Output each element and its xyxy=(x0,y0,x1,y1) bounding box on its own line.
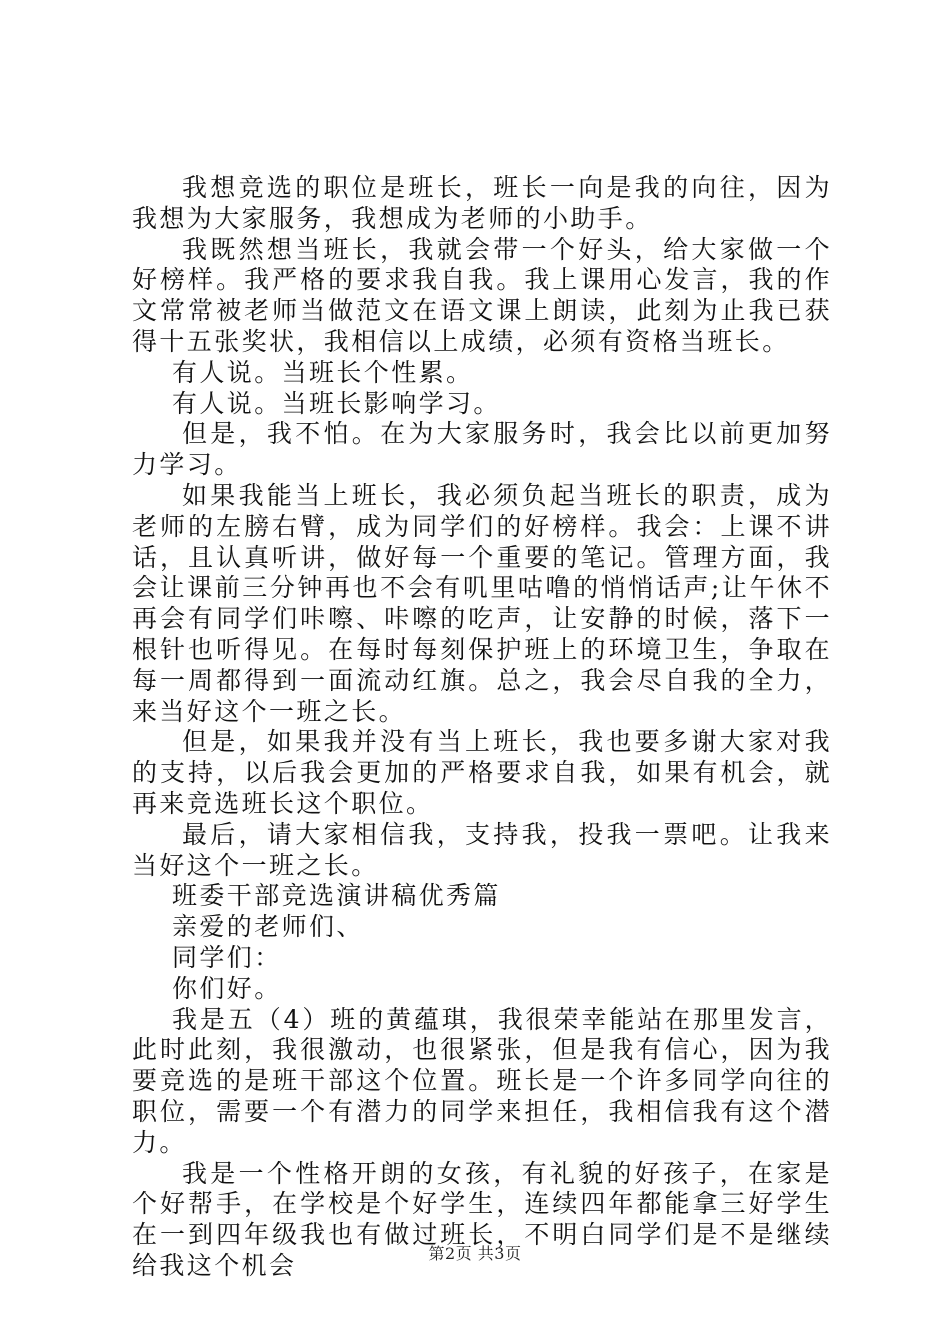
paragraph: 有人说。当班长影响学习。 xyxy=(172,388,501,418)
paragraph: 有人说。当班长个性累。 xyxy=(172,357,474,387)
paragraph: 如果我能当上班长，我必须负起当班长的职责，成为老师的左膀右臂，成为同学们的好榜样。我会：上课不讲话，且认真听讲，做好每一个重要的笔记。管理方面，我会让课前三分钟再也不会有叽里咕噜的悄悄话声;让午休不再会有同学们咔嚓、咔嚓的吃声，让安静的时候，落下一根针也听得见。在每时每刻保护班上的环境卫生，争取在每一周都得到一面流动红旗。总之，我会尽自我的全力，来当好这个一班之长。 xyxy=(132,480,832,726)
paragraph: 我想竞选的职位是班长，班长一向是我的向往，因为我想为大家服务，我想成为老师的小助手。 xyxy=(132,173,832,233)
paragraph: 但是，如果我并没有当上班长，我也要多谢大家对我的支持，以后我会更加的严格要求自我，如果有机会，就再来竞选班长这个职位。 xyxy=(132,727,832,818)
paragraph: 我是一个性格开朗的女孩，有礼貌的好孩子，在家是个好帮手，在学校是个好学生，连续四年都能拿三好学生在一到四年级我也有做过班长，不明白同学们是不是继续给我这个机会 xyxy=(132,1158,832,1280)
page-number-footer: 第2页 共3页 xyxy=(428,1244,522,1263)
document-body xyxy=(132,173,832,1282)
paragraph: 我是五（4）班的黄蕴琪，我很荣幸能站在那里发言，此时此刻，我很激动，也很紧张，但是我有信心，因为我要竞选的是班干部这个位置。班长是一个许多同学向往的职位，需要一个有潜力的同学来担任，我相信我有这个潜力。 xyxy=(132,1004,832,1157)
paragraph: 最后，请大家相信我，支持我，投我一票吧。让我来当好这个一班之长。 xyxy=(132,819,832,880)
section-title: 班委干部竞选演讲稿优秀篇 xyxy=(172,881,501,911)
salutation: 同学们： xyxy=(172,942,282,972)
paragraph: 但是，我不怕。在为大家服务时，我会比以前更加努力学习。 xyxy=(132,419,832,480)
greeting: 你们好。 xyxy=(172,973,282,1003)
paragraph: 我既然想当班长，我就会带一个好头，给大家做一个好榜样。我严格的要求我自我。我上课用心发言，我的作文常常被老师当做范文在语文课上朗读，此刻为止我已获得十五张奖状，我相信以上成绩，必须有资格当班长。 xyxy=(132,234,832,356)
salutation: 亲爱的老师们、 xyxy=(172,912,364,942)
